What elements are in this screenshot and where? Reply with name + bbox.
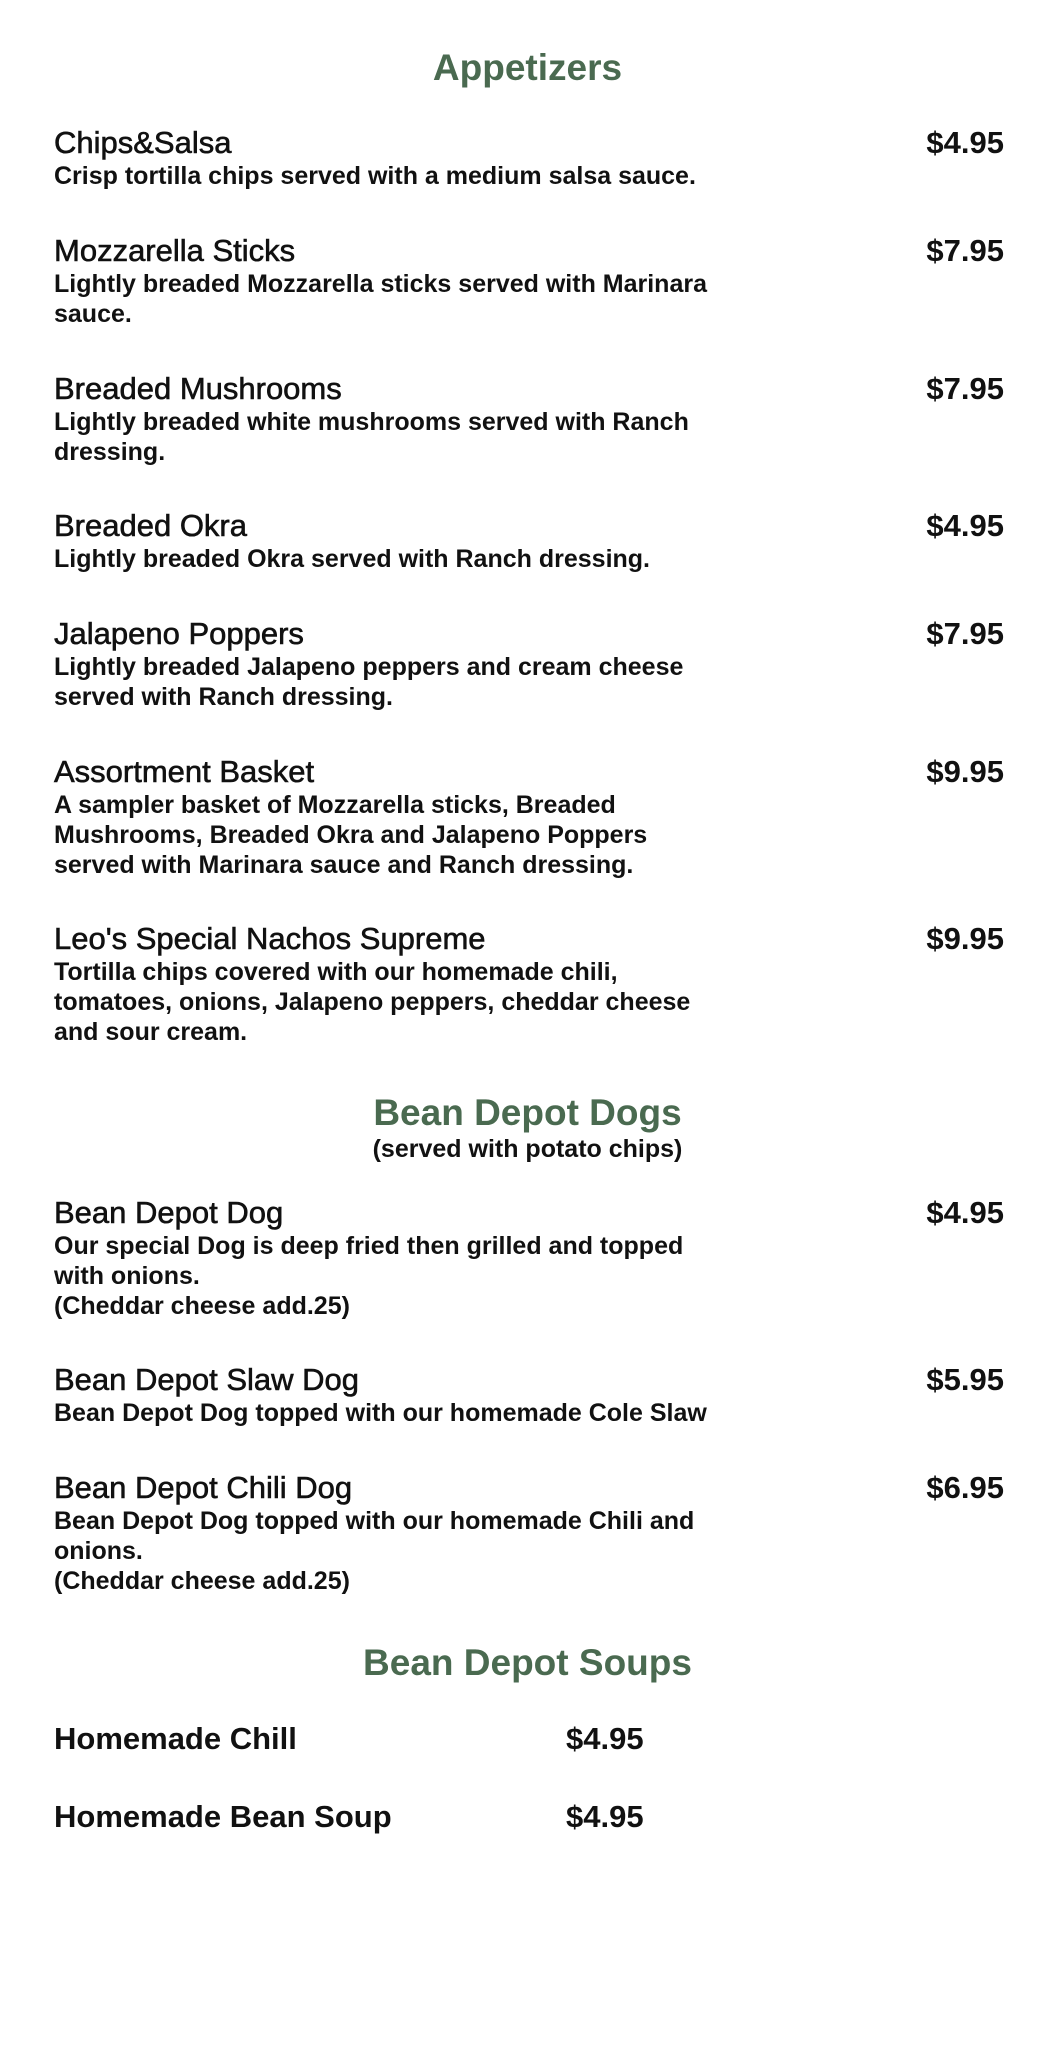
item-price: $6.95 <box>926 1470 1004 1505</box>
item-name: Breaded Mushrooms <box>54 371 342 406</box>
dogs-subtitle: (served with potato chips) <box>372 1135 683 1163</box>
menu-item-bean-depot-chili-dog <box>54 1470 1004 1596</box>
item-price: $9.95 <box>926 754 1004 789</box>
item-price: $4.95 <box>566 1721 644 1756</box>
item-description: A sampler basket of Mozzarella sticks, Breaded Mushrooms, Breaded Okra and Jalapeno Poppers served with Marinara sauce and Ranch dressing. <box>54 791 648 879</box>
soups-title: Bean Depot Soups <box>363 1642 692 1683</box>
item-name: Bean Depot Slaw Dog <box>54 1362 360 1397</box>
item-price: $7.95 <box>926 233 1004 268</box>
menu-item-breaded-okra <box>54 508 1004 574</box>
item-description: Lightly breaded white mushrooms served with Ranch dressing. <box>54 408 689 466</box>
item-description: Lightly breaded Jalapeno peppers and cream cheese served with Ranch dressing. <box>54 653 684 711</box>
dogs-title: Bean Depot Dogs <box>373 1092 682 1133</box>
item-description: Tortilla chips covered with our homemade chili, tomatoes, onions, Jalapeno peppers, cheddar cheese and sour cream. <box>54 958 691 1046</box>
item-name: Leo's Special Nachos Supreme <box>54 921 486 956</box>
item-description: Crisp tortilla chips served with a medium salsa sauce. <box>54 162 696 190</box>
item-price: $7.95 <box>926 616 1004 651</box>
item-price: $4.95 <box>926 1195 1004 1230</box>
item-description: Lightly breaded Okra served with Ranch dressing. <box>54 545 650 573</box>
item-name: Bean Depot Dog <box>54 1195 284 1230</box>
item-name: Jalapeno Poppers <box>54 616 304 651</box>
menu-item-mozzarella-sticks <box>54 233 1004 329</box>
item-name: Breaded Okra <box>54 508 247 543</box>
item-price: $4.95 <box>926 508 1004 543</box>
menu-item-homemade-bean-soup <box>54 1799 704 1839</box>
menu-item-homemade-chill <box>54 1721 704 1761</box>
menu-item-nachos-supreme <box>54 921 1004 1047</box>
item-price: $5.95 <box>926 1362 1004 1397</box>
menu-item-breaded-mushrooms <box>54 371 1004 467</box>
item-name: Bean Depot Chili Dog <box>54 1470 353 1505</box>
menu-item-jalapeno-poppers <box>54 616 1004 712</box>
menu-item-bean-depot-slaw-dog <box>54 1362 1004 1428</box>
appetizers-title: Appetizers <box>432 47 623 88</box>
item-description: Our special Dog is deep fried then grilled and topped with onions. (Cheddar cheese add.25) <box>54 1232 684 1320</box>
item-price: $9.95 <box>926 921 1004 956</box>
item-name: Assortment Basket <box>54 754 315 789</box>
menu-item-assortment-basket <box>54 754 1004 880</box>
item-price: $4.95 <box>566 1799 644 1834</box>
item-description: Bean Depot Dog topped with our homemade Chili and onions. (Cheddar cheese add.25) <box>54 1507 695 1595</box>
menu-item-chips-salsa <box>54 125 1004 191</box>
item-name: Chips&Salsa <box>54 125 232 160</box>
item-description: Lightly breaded Mozzarella sticks served with Marinara sauce. <box>54 270 707 328</box>
item-name: Mozzarella Sticks <box>54 233 296 268</box>
menu-item-bean-depot-dog <box>54 1195 1004 1321</box>
item-price: $7.95 <box>926 371 1004 406</box>
item-name: Homemade Bean Soup <box>54 1799 392 1834</box>
item-name: Homemade Chill <box>54 1721 297 1756</box>
item-price: $4.95 <box>926 125 1004 160</box>
item-description: Bean Depot Dog topped with our homemade Cole Slaw <box>54 1399 707 1427</box>
